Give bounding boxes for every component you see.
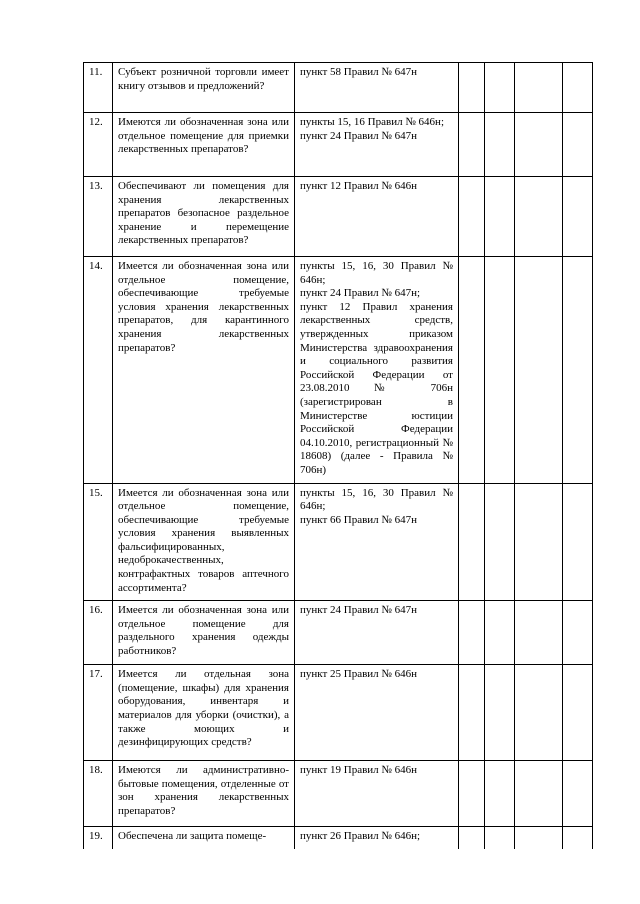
reference-line: пункт 25 Правил № 646н	[300, 668, 418, 681]
row-number: 17.	[84, 665, 113, 761]
note-cell	[563, 601, 593, 665]
note-cell	[563, 827, 593, 849]
legal-reference	[295, 257, 459, 484]
reference-line: пункты 15, 16, 30 Правил № 646н;	[300, 486, 453, 513]
question-text: Имеется ли обозначенная зона или отдельное помещение, обеспечивающие требуемые условия хранения лекарственных препаратов, для карантинного хранения лекарственных препаратов?	[113, 257, 295, 484]
reference-line: пункты 15, 16 Правил № 646н;	[300, 116, 445, 128]
legal-reference	[295, 601, 459, 665]
reference-line: пункт 19 Правил № 646н	[300, 764, 418, 777]
question-text: Обеспечена ли защита помеще-	[113, 827, 295, 849]
answer-cell-yes	[459, 761, 485, 827]
legal-reference	[295, 665, 459, 761]
note-cell	[563, 63, 593, 113]
row-number: 15.	[84, 483, 113, 601]
answer-cell-yes	[459, 63, 485, 113]
answer-cell-no	[485, 601, 515, 665]
row-number: 14.	[84, 257, 113, 484]
question-text: Имеется ли обозначенная зона или отдельное помещение, обеспечивающие требуемые условия хранения выявленных фальсифицированных, недоброкачественных, контрафактных товаров аптечного ассортимента?	[113, 483, 295, 601]
table-row	[84, 483, 593, 601]
row-number: 18.	[84, 761, 113, 827]
answer-cell-no	[485, 113, 515, 177]
row-number: 11.	[84, 63, 113, 113]
answer-cell-no	[485, 63, 515, 113]
table-row	[84, 63, 593, 113]
answer-cell-not-applicable	[515, 601, 563, 665]
answer-cell-not-applicable	[515, 63, 563, 113]
reference-line: пункт 66 Правил № 647н	[300, 513, 418, 526]
answer-cell-yes	[459, 483, 485, 601]
answer-cell-not-applicable	[515, 483, 563, 601]
question-text: Имеются ли обозначенная зона или отдельное помещение для приемки лекарственных препаратов?	[113, 113, 295, 177]
answer-cell-not-applicable	[515, 827, 563, 849]
note-cell	[563, 177, 593, 257]
answer-cell-yes	[459, 257, 485, 484]
table-row	[84, 601, 593, 665]
answer-cell-yes	[459, 665, 485, 761]
question-text: Имеется ли отдельная зона (помещение, шкафы) для хранения оборудования, инвентаря и материалов для уборки (очистки), а также моющих и дезинфицирующих средств?	[113, 665, 295, 761]
reference-line: пункт 12 Правил № 646н	[300, 180, 418, 192]
answer-cell-yes	[459, 177, 485, 257]
legal-reference	[295, 177, 459, 257]
reference-line: пункт 24 Правил № 647н	[300, 129, 418, 142]
answer-cell-not-applicable	[515, 257, 563, 484]
reference-line: пункты 15, 16, 30 Правил № 646н;	[300, 260, 453, 286]
reference-line: пункт 24 Правил № 647н	[300, 604, 418, 617]
legal-reference	[295, 113, 459, 177]
answer-cell-not-applicable	[515, 177, 563, 257]
row-number: 16.	[84, 601, 113, 665]
question-text: Обеспечивают ли помещения для хранения лекарственных препаратов безопасное раздельное хранение и перемещение лекарственных препаратов?	[113, 177, 295, 257]
question-text: Субъект розничной торговли имеет книгу отзывов и предложений?	[113, 63, 295, 113]
answer-cell-no	[485, 827, 515, 849]
question-text: Имеется ли обозначенная зона или отдельное помещение для раздельного хранения одежды работников?	[113, 601, 295, 665]
row-number: 13.	[84, 177, 113, 257]
answer-cell-yes	[459, 827, 485, 849]
answer-cell-yes	[459, 113, 485, 177]
legal-reference	[295, 63, 459, 113]
table-row	[84, 827, 593, 849]
table-row	[84, 177, 593, 257]
answer-cell-no	[485, 257, 515, 484]
table-row	[84, 761, 593, 827]
table-row	[84, 113, 593, 177]
answer-cell-not-applicable	[515, 113, 563, 177]
question-text: Имеются ли административно-бытовые помещения, отделенные от зон хранения лекарственных препаратов?	[113, 761, 295, 827]
answer-cell-no	[485, 177, 515, 257]
row-number: 12.	[84, 113, 113, 177]
reference-line: пункт 26 Правил № 646н;	[300, 830, 421, 843]
answer-cell-no	[485, 483, 515, 601]
answer-cell-not-applicable	[515, 761, 563, 827]
answer-cell-not-applicable	[515, 665, 563, 761]
table-row	[84, 665, 593, 761]
answer-cell-yes	[459, 601, 485, 665]
reference-line: пункт 24 Правил № 647н;	[300, 287, 421, 300]
table-row	[84, 257, 593, 484]
reference-line: пункт 58 Правил № 647н	[300, 66, 418, 78]
note-cell	[563, 761, 593, 827]
note-cell	[563, 483, 593, 601]
legal-reference	[295, 483, 459, 601]
note-cell	[563, 113, 593, 177]
reference-line: пункт 12 Правил хранения лекарственных средств, утвержденных приказом Министерства здравоохранения и социального развития Российской Федерации от 23.08.2010 № 706н (зарегистрирован в Министерстве юстиции Российской Федерации 04.10.2010, регистрационный № 18608) (далее - Правила № 706н)	[300, 300, 453, 476]
note-cell	[563, 665, 593, 761]
legal-reference	[295, 761, 459, 827]
row-number: 19.	[84, 827, 113, 849]
answer-cell-no	[485, 665, 515, 761]
legal-reference	[295, 827, 459, 849]
answer-cell-no	[485, 761, 515, 827]
note-cell	[563, 257, 593, 484]
checklist-table	[83, 62, 593, 849]
